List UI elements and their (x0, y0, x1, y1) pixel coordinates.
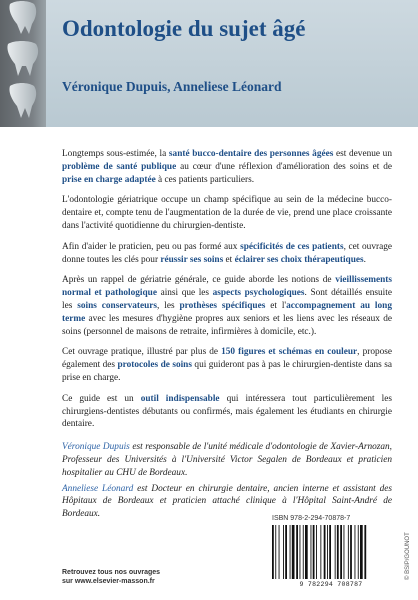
publisher-footer (62, 568, 160, 586)
emphasis-text: soins conservateurs (77, 300, 158, 311)
body-text: Afin d'aider le praticien, peu ou pas formé aux (62, 241, 241, 252)
body-text: Longtemps sous-estimée, la (62, 149, 169, 159)
emphasis-text: vieillissements normal et pathologique (62, 275, 392, 299)
body-text: est devenue un (333, 149, 392, 159)
body-text: qui guideront pas à pas le chirurgien-dentiste dans sa prise en charge. (62, 360, 392, 383)
page-title: Odontologie du sujet âgé (62, 16, 306, 41)
emphasis-text: réussir ses soins (160, 254, 224, 265)
body-text: Ce guide est un (62, 393, 141, 404)
emphasis-text: 150 figures et schémas en couleur (221, 347, 358, 358)
header-band (0, 0, 418, 127)
body-text: , propose également des (62, 347, 393, 371)
emphasis-text: spécificités de ces patients (240, 241, 344, 252)
photo-credit: © BSIP/GOUNOT (405, 532, 411, 580)
bio-name: Anneliese Léonard (62, 483, 134, 494)
emphasis-text: outil indispensable (140, 393, 220, 404)
body-text: L'odontologie gériatrique occupe un champ spécifique au sein de la médecine bucco-dentaire et, compte tenu de l'augmentation de la durée de vie, prend une place croissante dans l'activité quotidienne du chirurgien-dentiste. (62, 195, 392, 231)
body-text: Cet ouvrage pratique, illustré par plus de (62, 347, 222, 358)
summary-text (62, 148, 392, 524)
isbn-label: ISBN 978-2-294-70878-7 (272, 515, 351, 522)
bio-dupuis (62, 441, 392, 479)
paragraph-4 (62, 274, 392, 338)
bio-text: est Docteur en chirurgie dentaire, ancien interne et assistant des Hôpitaux de Bordeaux et praticien attaché clinique à l'Hôpital Saint-André de Bordeaux. (62, 483, 392, 520)
teeth-image-strip (0, 0, 46, 127)
body-text: et l' (265, 300, 287, 311)
emphasis-text: protocoles de soins (117, 360, 192, 371)
emphasis-text: aspects psychologiques (212, 288, 305, 299)
body-text: avec les mesures d'hygiène propres aux seniors et les liens avec les réseaux de soins (personnel de maisons de retraite, infirmières à domicile, etc.). (62, 313, 392, 337)
emphasis-text: prothèses spécifiques (179, 300, 266, 311)
footer-line-1: Retrouvez tous nos ouvrages (62, 569, 161, 576)
body-text: . Sont détaillés ensuite les (62, 288, 392, 311)
body-text: qui intéressera tout particulièrement les chirurgiens-dentistes débutants ou confirmés, mais également les étudiants en chirurgie dentaire. (62, 393, 392, 430)
emphasis-text: éclairer ses choix thérapeutiques (234, 254, 364, 265)
paragraph-5 (62, 346, 392, 384)
body-text: , cet ouvrage donne toutes les clés pour (62, 241, 392, 265)
barcode-digits: 9 782294 708787 (299, 581, 363, 588)
paragraph-1 (62, 148, 392, 186)
body-text: au cœur d'une réflexion d'amélioration des soins et de (176, 161, 392, 172)
body-text: et (223, 254, 235, 265)
body-text: Après un rappel de gériatrie générale, ce guide aborde les notions de (62, 275, 336, 286)
emphasis-text: accompagnement au long terme (62, 300, 392, 324)
barcode-icon (270, 525, 392, 579)
paragraph-6 (62, 393, 392, 431)
author-bios (62, 441, 392, 521)
footer-line-2: sur www.elsevier-masson.fr (62, 578, 155, 585)
paragraph-3 (62, 241, 392, 267)
emphasis-text: problème de santé publique (62, 161, 177, 172)
teeth-icon (2, 0, 46, 127)
body-text: ainsi que les (156, 288, 213, 299)
authors-line: Véronique Dupuis, Anneliese Léonard (62, 79, 282, 94)
emphasis-text: prise en charge adaptée (62, 174, 156, 185)
body-text: à ces patients particuliers. (155, 174, 255, 185)
body-text: , les (157, 300, 180, 311)
bio-text: est responsable de l'unité médicale d'odontologie de Xavier-Arnozan, Professeur des Universités à l'Université Victor Segalen de Bordeaux et praticien hospitalier au CHU de Bordeaux. (62, 442, 392, 478)
body-text: . (363, 254, 366, 265)
bio-name: Véronique Dupuis (62, 442, 130, 453)
emphasis-text: santé bucco-dentaire des personnes âgées (168, 149, 334, 159)
paragraph-2 (62, 194, 392, 232)
